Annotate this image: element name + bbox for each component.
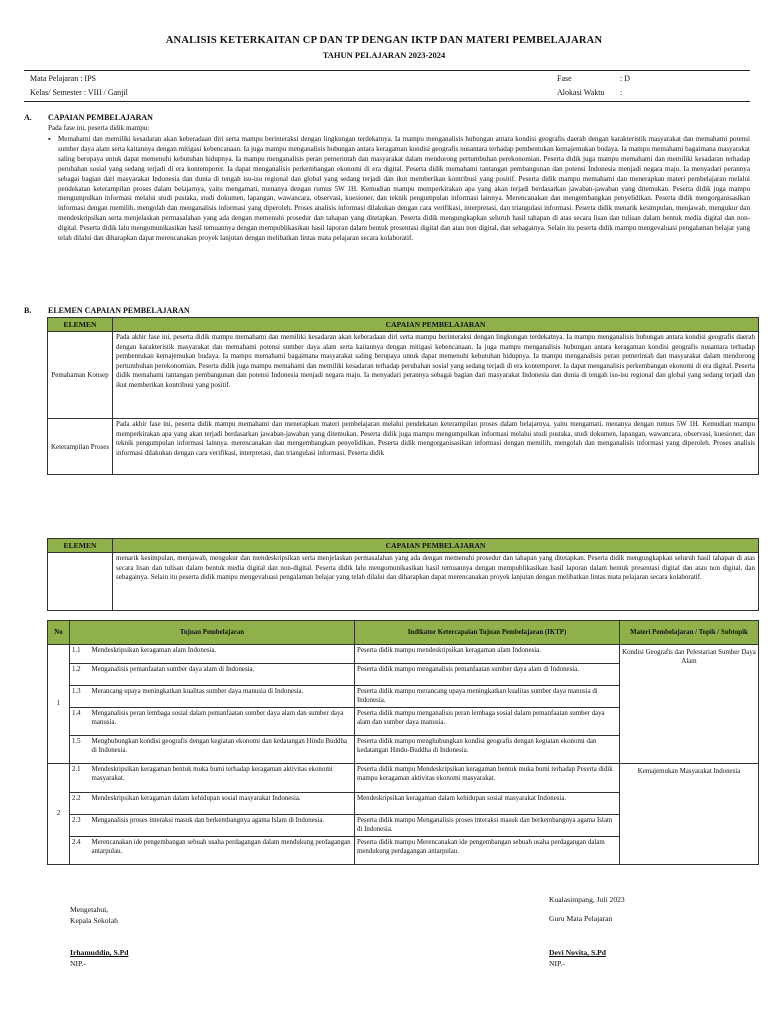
cp-header-2: CAPAIAN PEMBELAJARAN <box>113 539 759 553</box>
elemen-table-continued <box>47 538 759 611</box>
tp-text: Menganalisis peran lembaga sosial dalam pemanfaatan sumber daya alam dan sumber daya manusia. <box>90 708 355 736</box>
tp-group-number: 2 <box>48 764 70 865</box>
section-a-letter: A. <box>24 113 32 122</box>
document-subtitle: TAHUN PELAJARAN 2023-2024 <box>322 50 446 60</box>
tp-header: Tujuan Pembelajaran <box>70 621 355 645</box>
section-a-bullet: ▪ <box>48 135 51 143</box>
elemen-label-empty <box>48 553 113 611</box>
tp-text: Mendeskripsikan keragaman alam Indonesia. <box>90 645 355 664</box>
sign-left-role: Kepala Sekolah <box>70 916 118 925</box>
iktp-text: Peserta didik mampu mendeskripsikan keragaman alam Indonesia. <box>355 645 620 664</box>
section-a-title: CAPAIAN PEMBELAJARAN <box>48 113 153 122</box>
meta-kelas: Kelas/ Semester : VIII / Ganjil <box>30 88 128 97</box>
tp-item-number: 2.1 <box>70 764 90 793</box>
tp-row <box>48 645 759 664</box>
iktp-text: Peserta didik mampu Mendeskripsikan keragaman bentuk muka bumi terhadap Peserta didik mampu keragaman aktivitas ekonomi masyarakat. <box>355 764 620 793</box>
tp-row <box>48 764 759 793</box>
materi-text: Kondisi Geografis dan Pelestarian Sumber Daya Alam <box>620 645 759 764</box>
iktp-text: Mendeskripsikan keragaman dalam kehidupan sosial masyarakat Indonesia. <box>355 793 620 815</box>
section-a-intro: Pada fase ini, peserta didik mampu: <box>48 124 150 132</box>
iktp-text: Peserta didik mampu menganalisis pemanfaatan sumber daya alam di Indonesia. <box>355 664 620 686</box>
tp-text: Merancang upaya meningkatkan kualitas sumber daya manusia di Indonesia. <box>90 686 355 708</box>
tp-group-number: 1 <box>48 645 70 764</box>
sign-right-name: Devi Novita, S.Pd <box>549 948 606 957</box>
section-a-body: Memahami dan memiliki kesadaran akan keberadaan diri serta mampu berinteraksi dengan lingkungan terdekatnya. Ia mampu menganalisis hubungan antara kondisi geografis daerah dengan karakteristik masyarakat dan memahami potensi sumber daya alam serta kaitannya dengan mitigasi kebencanaan. Ia juga mampu menganalisis hubungan antara keragaman kondisi geografis nusantara terhadap pembentukan kemajemukan budaya. Ia mampu memahami bagaimana masyarakat saling berupaya untuk dapat memenuhi kebutuhan hidupnya. Ia mampu menganalisis peran pemerintah dan masyarakat dalam mendorong pertumbuhan perekonomian. Peserta didik juga mampu memahami dan memiliki kesadaran terhadap perubahan sosial yang sedang terjadi di era kontemporer. Ia dapat menganalisis perkembangan ekonomi di era digital. Peserta didik memahami tantangan pembangunan dan potensi Indonesia menjadi negara maju. Ia menyadari perannya sebagai bagian dari masyarakat Indonesia dan dunia di tengah isu-isu regional dan global yang sedang terjadi dan ikut memberikan kontribusi yang positif. Peserta didik mampu memahami dan menerapkan materi pembelajaran melalui pendekatan keterampilan proses dalam belajarnya, yaitu mengamati, menanya dengan rumus 5W 1H. Kemudian mampu memperkirakan apa yang akan terjadi berdasarkan jawaban-jawaban yang ditemukan. Peserta didik juga mampu mengumpulkan informasi melalui studi pustaka, studi dokumen, lapangan, wawancara, observasi, kuesioner, dan teknik pengumpulan informasi lainnya. Merencanakan dan mengembangkan penyelidikan. Peserta didik mengorganisasikan informasi dengan memilih, mengolah dan menganalisis informasi yang diperoleh. Proses analisis informasi dilakukan dengan cara verifikasi, interpretasi, dan triangulasi informasi. Peserta didik menarik kesimpulan, menjawab, mengukur dan mendeskripsikan serta menjelaskan permasalahan yang ada dengan memenuhi prosedur dan tahapan yang ditetapkan. Peserta didik mengungkapkan seluruh hasil tahapan di atas secara lisan dan tulisan dalam bentuk media digital dan non-digital. Peserta didik lalu mengomunikasikan hasil temuannya dengan mempublikasikan hasil laporan dalam bentuk presentasi digital dan atau non digital, dan sebagainya. Selain itu peserta didik mampu mengevaluasi pengalaman belajar yang telah dilalui dan diharapkan dapat merencanakan proyek lanjutan dengan melibatkan lintas mata pelajaran secara kolaboratif. <box>58 135 750 243</box>
meta-top-rule <box>24 70 750 71</box>
tp-text: Menganalisis pemanfaatan sumber daya alam di Indonesia. <box>90 664 355 686</box>
materi-text: Kemajemukan Masyarakat Indonesia <box>620 764 759 865</box>
tp-text: Menghubungkan kondisi geografis dengan kegiatan ekonomi dan kedatangan Hindu Buddha di Indonesia. <box>90 736 355 764</box>
meta-alokasi-label: Alokasi Waktu <box>557 88 605 97</box>
elemen-header-2: ELEMEN <box>48 539 113 553</box>
tp-item-number: 1.5 <box>70 736 90 764</box>
document-title: ANALISIS KETERKAITAN CP DAN TP DENGAN IKTP DAN MATERI PEMBELAJARAN <box>165 35 603 46</box>
elemen-label-keterampilan: Keterampilan Proses <box>48 419 113 475</box>
tp-text: Mendeskripsikan keragaman bentuk muka bumi terhadap keragaman aktivitas ekonomi masyarakat. <box>90 764 355 793</box>
tp-item-number: 2.2 <box>70 793 90 815</box>
tp-iktp-table <box>47 620 759 865</box>
materi-header: Materi Pembelajaran / Topik / Subtopik <box>620 621 759 645</box>
sign-left-greeting: Mengetahui, <box>70 905 109 914</box>
cp-header: CAPAIAN PEMBELAJARAN <box>113 318 759 332</box>
tp-item-number: 2.4 <box>70 837 90 865</box>
tp-text: Mendeskripsikan keragaman dalam kehidupan sosial masyarakat Indonesia. <box>90 793 355 815</box>
section-b-letter: B. <box>24 306 32 315</box>
cp-text-continued: menarik kesimpulan, menjawab, mengukur dan mendeskripsikan serta menjelaskan permasalahan yang ada dengan memenuhi prosedur dan tahapan yang ditetapkan. Peserta didik mengungkapkan seluruh hasil tahapan di atas secara lisan dan tulisan dalam bentuk media digital dan non-digital. Peserta didik lalu mengomunikasikan hasil temuannya dengan mempublikasikan hasil laporan dalam bentuk presentasi digital dan atau non digital, dan sebagainya. Selain itu peserta didik mampu mengevaluasi pengalaman belajar yang telah dilalui dan diharapkan dapat merencanakan proyek lanjutan dengan melibatkan lintas mata pelajaran secara kolaboratif. <box>113 553 759 611</box>
iktp-text: Peserta didik mampu menghubungkan kondisi geografis dengan kegiatan ekonomi dan kedatangan Hindu-Buddha di Indonesia. <box>355 736 620 764</box>
cp-text-keterampilan: Pada akhir fase ini, peserta didik mampu memahami dan menerapkan materi pembelajaran melalui pendekatan keterampilan proses dalam belajarnya, yaitu mengamati, menanya dengan rumus 5W 1H. Kemudian mampu memperkirakan apa yang akan terjadi berdasarkan jawaban-jawaban yang ditemukan. Peserta didik juga mampu mengumpulkan informasi melalui studi pustaka, studi dokumen, lapangan, wawancara, observasi, kuesioner, dan teknik pengumpulan informasi lainnya. merencanakan dan mengembangkan penyelidikan. Peserta didik mengorganisasikan informasi dengan memilih, mengolah dan menganalisis informasi yang diperoleh. Proses analisis informasi dilakukan dengan cara verifikasi, interpretasi, dan triangulasi informasi. Peserta didik <box>113 419 759 475</box>
tp-item-number: 1.3 <box>70 686 90 708</box>
elemen-label-pemahaman: Pemahaman Konsep <box>48 332 113 419</box>
meta-mapel: Mata Pelajaran : IPS <box>30 74 96 83</box>
tp-text: Merencanakan ide pengembangan sebuah usaha perdagangan dalam mendukung perdagangan antarpulau. <box>90 837 355 865</box>
elemen-header: ELEMEN <box>48 318 113 332</box>
sign-left-name: Irhamuddin, S.Pd <box>70 948 129 957</box>
iktp-text: Peserta didik mampu merancang upaya meningkatkan kualitas sumber daya manusia di Indonesia. <box>355 686 620 708</box>
tp-item-number: 1.1 <box>70 645 90 664</box>
iktp-header: Indikator Ketercapaian Tujuan Pembelajaran (IKTP) <box>355 621 620 645</box>
elemen-table <box>47 317 759 475</box>
meta-fase-value: : D <box>620 74 630 83</box>
sign-right-role: Guru Mata Pelajaran <box>549 914 613 923</box>
tp-item-number: 2.3 <box>70 815 90 837</box>
sign-place-date: Kualasimpang, Juli 2023 <box>549 895 625 904</box>
sign-right-nip: NIP.- <box>549 959 565 968</box>
iktp-text: Peserta didik mampu Merencanakan ide pengembangan sebuah usaha perdagangan dalam mendukung perdagangan antarpulau. <box>355 837 620 865</box>
tp-item-number: 1.2 <box>70 664 90 686</box>
tp-item-number: 1.4 <box>70 708 90 736</box>
meta-alokasi-value: : <box>620 88 623 97</box>
sign-left-nip: NIP.- <box>70 959 86 968</box>
meta-fase-label: Fase <box>557 74 572 83</box>
cp-text-pemahaman: Pada akhir fase ini, peserta didik mampu memahami dan memiliki kesadaran akan keberadaan diri serta mampu berinteraksi dengan lingkungan terdekatnya. Ia mampu menganalisis hubungan antara kondisi geografis daerah dengan karakteristik masyarakat dan memahami potensi sumber daya alam serta kaitannya dengan mitigasi kebencanaan. Ia juga mampu menganalisis hubungan antara keragaman kondisi geografis nusantara terhadap pembentukan kemajemukan budaya. Ia mampu memahami bagaimana masyarakat saling berupaya untuk dapat memenuhi kebutuhan hidupnya. Ia mampu menganalisis peran pemerintah dan masyarakat dalam mendorong pertumbuhan perekonomian. Peserta didik juga mampu memahami dan memiliki kesadaran terhadap perubahan sosial yang sedang terjadi di era kontemporer. Ia dapat menganalisis perkembangan ekonomi di era digital. Peserta didik memahami tantangan pembangunan dan potensi Indonesia menjadi negara maju. Ia menyadari perannya sebagai bagian dari masyarakat Indonesia dan dunia di tengah isu-isu regional dan global yang sedang terjadi dan ikut memberikan kontribusi yang positif. <box>113 332 759 419</box>
section-b-title: ELEMEN CAPAIAN PEMBELAJARAN <box>48 306 190 315</box>
no-header: No <box>48 621 70 645</box>
tp-text: Menganalisis proses interaksi masuk dan berkembangnya agama Islam di Indonesia. <box>90 815 355 837</box>
iktp-text: Peserta didik mampu Menganalisis proses interaksi masuk dan berkembangnya agama Islam di Indonesia. <box>355 815 620 837</box>
iktp-text: Peserta didik mampu menganalisis peran lembaga sosial dalam pemanfaatan sumber daya alam dan sumber daya manusia. <box>355 708 620 736</box>
meta-bottom-rule <box>24 101 750 102</box>
